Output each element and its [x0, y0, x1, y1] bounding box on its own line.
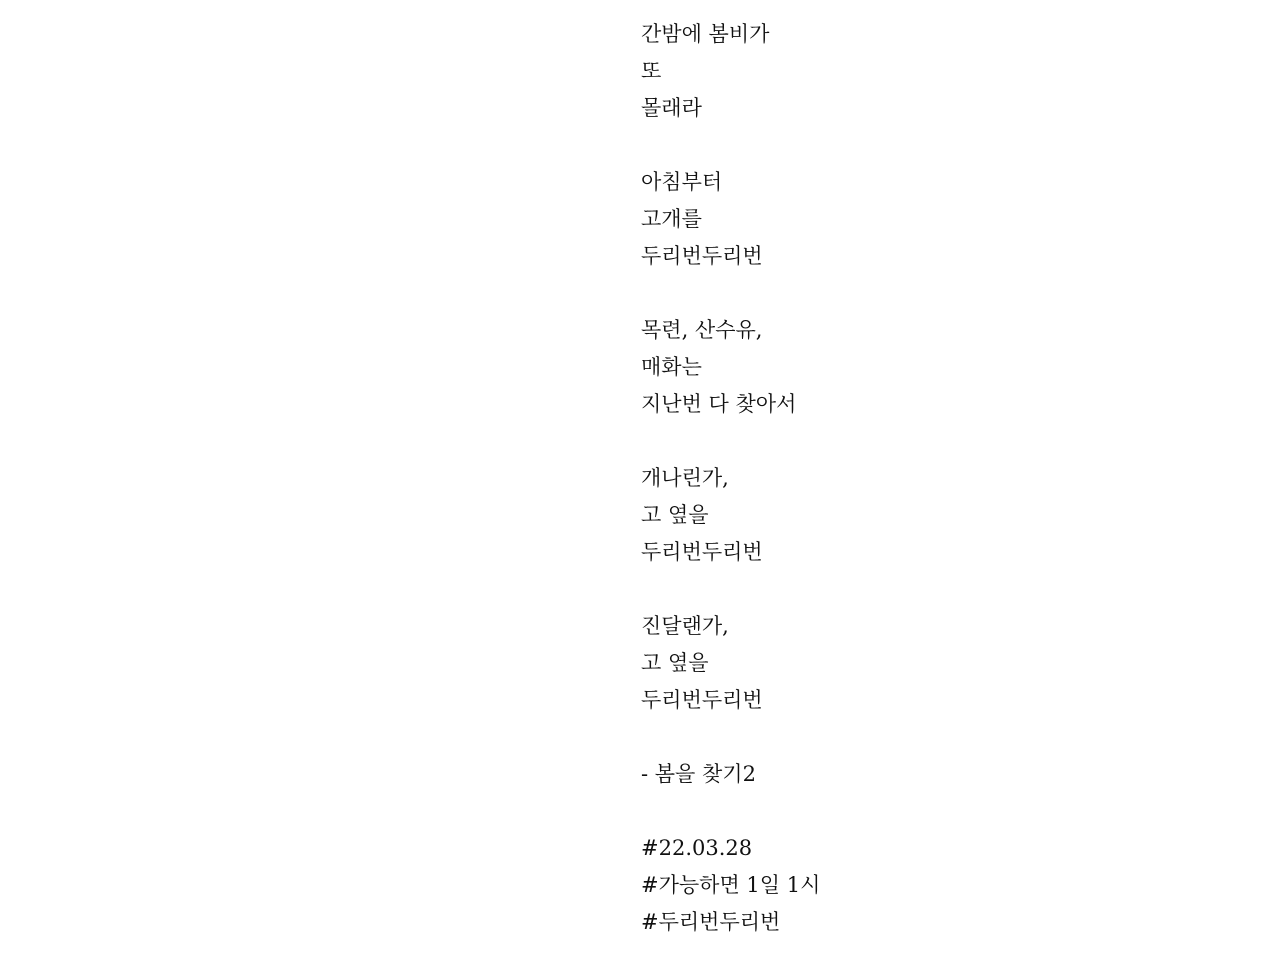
hashtag: #가능하면 1일 1시 [641, 873, 821, 897]
stanza-break [641, 793, 820, 830]
poem-line: 간밤에 봄비가 [641, 22, 770, 46]
poem-line: 목련, 산수유, [641, 318, 763, 342]
poem-line: 매화는 [641, 355, 702, 379]
poem-signature: - 봄을 찾기2 [641, 762, 756, 786]
poem-line: 몰래라 [641, 96, 702, 120]
poem-line: 두리번두리번 [641, 244, 763, 268]
poem-line: 아침부터 [641, 170, 723, 194]
poem-line: 고 옆을 [641, 651, 709, 675]
stanza-break [641, 275, 820, 312]
poem-line: 개나린가, [641, 466, 729, 490]
poem-line: 두리번두리번 [641, 540, 763, 564]
poem-line: 또 [641, 59, 662, 83]
poem-line: 진달랜가, [641, 614, 729, 638]
poem-line: 고 옆을 [641, 503, 709, 527]
hashtag: #두리번두리번 [641, 910, 781, 934]
poem-line: 지난번 다 찾아서 [641, 392, 797, 416]
poem-line: 고개를 [641, 207, 702, 231]
stanza-break [641, 423, 820, 460]
stanza-break [641, 127, 820, 164]
stanza-break [641, 719, 820, 756]
poem-body [641, 16, 820, 941]
stanza-break [641, 571, 820, 608]
hashtag: #22.03.28 [641, 836, 753, 860]
poem-line: 두리번두리번 [641, 688, 763, 712]
